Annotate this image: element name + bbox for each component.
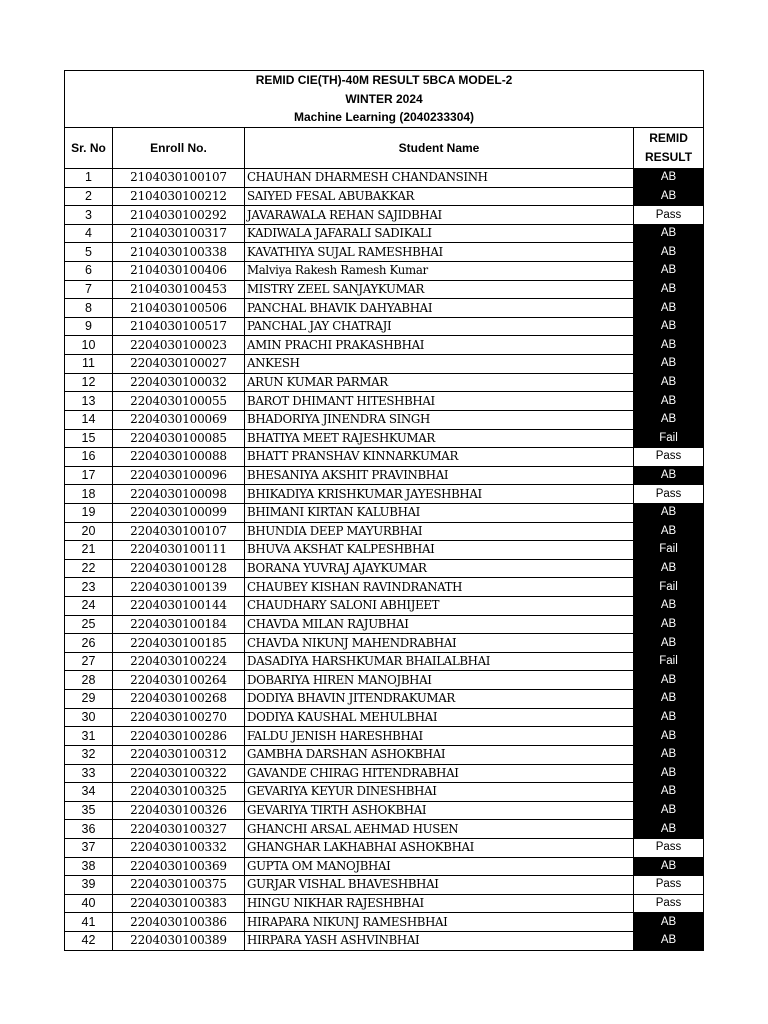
- cell-result: AB: [634, 559, 704, 578]
- cell-enroll-no: 2204030100386: [113, 913, 245, 932]
- cell-sr-no: 17: [65, 466, 113, 485]
- cell-result: AB: [634, 708, 704, 727]
- cell-student-name: ARUN KUMAR PARMAR: [245, 373, 634, 392]
- cell-student-name: GURJAR VISHAL BHAVESHBHAI: [245, 876, 634, 895]
- cell-result: AB: [634, 615, 704, 634]
- cell-sr-no: 21: [65, 541, 113, 560]
- cell-student-name: GEVARIYA KEYUR DINESHBHAI: [245, 783, 634, 802]
- cell-enroll-no: 2204030100023: [113, 336, 245, 355]
- cell-sr-no: 23: [65, 578, 113, 597]
- cell-enroll-no: 2204030100270: [113, 708, 245, 727]
- col-header-name: Student Name: [245, 128, 634, 169]
- cell-enroll-no: 2204030100184: [113, 615, 245, 634]
- table-row: [65, 355, 704, 374]
- cell-student-name: PANCHAL JAY CHATRAJI: [245, 317, 634, 336]
- cell-enroll-no: 2204030100332: [113, 838, 245, 857]
- table-row: [65, 634, 704, 653]
- table-row: [65, 820, 704, 839]
- cell-enroll-no: 2104030100292: [113, 206, 245, 225]
- col-header-result-line2: RESULT: [644, 150, 693, 164]
- table-row: [65, 336, 704, 355]
- cell-enroll-no: 2204030100099: [113, 503, 245, 522]
- cell-sr-no: 26: [65, 634, 113, 653]
- col-header-enroll: Enroll No.: [113, 128, 245, 169]
- cell-student-name: CHAVDA MILAN RAJUBHAI: [245, 615, 634, 634]
- cell-result: AB: [634, 597, 704, 616]
- cell-student-name: AMIN PRACHI PRAKASHBHAI: [245, 336, 634, 355]
- table-row: [65, 541, 704, 560]
- cell-sr-no: 34: [65, 783, 113, 802]
- cell-result: AB: [634, 671, 704, 690]
- cell-enroll-no: 2104030100317: [113, 224, 245, 243]
- cell-sr-no: 20: [65, 522, 113, 541]
- table-row: [65, 299, 704, 318]
- cell-student-name: GUPTA OM MANOJBHAI: [245, 857, 634, 876]
- cell-result: Pass: [634, 894, 704, 913]
- cell-result: AB: [634, 764, 704, 783]
- cell-enroll-no: 2204030100286: [113, 727, 245, 746]
- cell-student-name: FALDU JENISH HARESHBHAI: [245, 727, 634, 746]
- cell-enroll-no: 2204030100264: [113, 671, 245, 690]
- cell-result: AB: [634, 634, 704, 653]
- table-row: [65, 876, 704, 895]
- title-line-3: Machine Learning (2040233304): [293, 110, 475, 125]
- table-row: [65, 485, 704, 504]
- cell-result: AB: [634, 503, 704, 522]
- cell-result: Pass: [634, 485, 704, 504]
- cell-sr-no: 8: [65, 299, 113, 318]
- cell-enroll-no: 2204030100322: [113, 764, 245, 783]
- cell-result: AB: [634, 262, 704, 281]
- cell-student-name: Malviya Rakesh Ramesh Kumar: [245, 262, 634, 281]
- table-row: [65, 801, 704, 820]
- cell-sr-no: 7: [65, 280, 113, 299]
- table-row: [65, 615, 704, 634]
- cell-student-name: KADIWALA JAFARALI SADIKALI: [245, 224, 634, 243]
- cell-result: AB: [634, 931, 704, 950]
- cell-student-name: BORANA YUVRAJ AJAYKUMAR: [245, 559, 634, 578]
- cell-result: AB: [634, 224, 704, 243]
- table-row: [65, 503, 704, 522]
- cell-enroll-no: 2204030100096: [113, 466, 245, 485]
- cell-result: AB: [634, 280, 704, 299]
- cell-enroll-no: 2204030100111: [113, 541, 245, 560]
- cell-sr-no: 10: [65, 336, 113, 355]
- cell-student-name: GAMBHA DARSHAN ASHOKBHAI: [245, 745, 634, 764]
- cell-sr-no: 3: [65, 206, 113, 225]
- cell-enroll-no: 2204030100312: [113, 745, 245, 764]
- cell-result: AB: [634, 522, 704, 541]
- cell-enroll-no: 2204030100389: [113, 931, 245, 950]
- table-row: [65, 466, 704, 485]
- cell-sr-no: 11: [65, 355, 113, 374]
- cell-enroll-no: 2204030100327: [113, 820, 245, 839]
- cell-enroll-no: 2204030100268: [113, 690, 245, 709]
- cell-enroll-no: 2204030100325: [113, 783, 245, 802]
- cell-enroll-no: 2204030100383: [113, 894, 245, 913]
- table-row: [65, 708, 704, 727]
- table-row: [65, 745, 704, 764]
- table-row: [65, 206, 704, 225]
- cell-student-name: CHAUHAN DHARMESH CHANDANSINH: [245, 169, 634, 188]
- cell-result: Pass: [634, 206, 704, 225]
- cell-enroll-no: 2104030100506: [113, 299, 245, 318]
- cell-student-name: CHAVDA NIKUNJ MAHENDRABHAI: [245, 634, 634, 653]
- cell-result: AB: [634, 243, 704, 262]
- cell-enroll-no: 2204030100139: [113, 578, 245, 597]
- cell-student-name: GHANGHAR LAKHABHAI ASHOKBHAI: [245, 838, 634, 857]
- cell-result: AB: [634, 410, 704, 429]
- cell-enroll-no: 2204030100088: [113, 448, 245, 467]
- table-row: [65, 913, 704, 932]
- cell-result: AB: [634, 913, 704, 932]
- cell-sr-no: 33: [65, 764, 113, 783]
- table-row: [65, 262, 704, 281]
- cell-sr-no: 13: [65, 392, 113, 411]
- cell-sr-no: 16: [65, 448, 113, 467]
- cell-result: AB: [634, 820, 704, 839]
- col-header-result-line1: REMID: [649, 131, 688, 145]
- cell-enroll-no: 2104030100338: [113, 243, 245, 262]
- cell-sr-no: 1: [65, 169, 113, 188]
- cell-sr-no: 5: [65, 243, 113, 262]
- cell-result: AB: [634, 169, 704, 188]
- cell-enroll-no: 2204030100144: [113, 597, 245, 616]
- cell-student-name: CHAUBEY KISHAN RAVINDRANATH: [245, 578, 634, 597]
- cell-sr-no: 14: [65, 410, 113, 429]
- cell-sr-no: 19: [65, 503, 113, 522]
- table-row: [65, 857, 704, 876]
- cell-result: AB: [634, 336, 704, 355]
- cell-student-name: BHADORIYA JINENDRA SINGH: [245, 410, 634, 429]
- result-sheet: [64, 70, 703, 951]
- cell-sr-no: 35: [65, 801, 113, 820]
- table-row: [65, 317, 704, 336]
- cell-sr-no: 9: [65, 317, 113, 336]
- cell-result: Fail: [634, 429, 704, 448]
- cell-enroll-no: 2204030100224: [113, 652, 245, 671]
- cell-sr-no: 29: [65, 690, 113, 709]
- table-row: [65, 224, 704, 243]
- cell-student-name: PANCHAL BHAVIK DAHYABHAI: [245, 299, 634, 318]
- cell-student-name: GAVANDE CHIRAG HITENDRABHAI: [245, 764, 634, 783]
- table-row: [65, 243, 704, 262]
- cell-student-name: KAVATHIYA SUJAL RAMESHBHAI: [245, 243, 634, 262]
- cell-enroll-no: 2104030100107: [113, 169, 245, 188]
- cell-sr-no: 25: [65, 615, 113, 634]
- cell-sr-no: 24: [65, 597, 113, 616]
- cell-result: Fail: [634, 652, 704, 671]
- cell-student-name: BAROT DHIMANT HITESHBHAI: [245, 392, 634, 411]
- cell-student-name: BHIMANI KIRTAN KALUBHAI: [245, 503, 634, 522]
- cell-sr-no: 37: [65, 838, 113, 857]
- sheet-title: [65, 71, 704, 128]
- cell-sr-no: 2: [65, 187, 113, 206]
- result-table: [64, 70, 704, 951]
- cell-student-name: GEVARIYA TIRTH ASHOKBHAI: [245, 801, 634, 820]
- cell-enroll-no: 2204030100128: [113, 559, 245, 578]
- cell-result: AB: [634, 690, 704, 709]
- cell-sr-no: 42: [65, 931, 113, 950]
- cell-result: Pass: [634, 838, 704, 857]
- cell-sr-no: 41: [65, 913, 113, 932]
- column-header-row: [65, 128, 704, 169]
- table-row: [65, 187, 704, 206]
- cell-enroll-no: 2204030100107: [113, 522, 245, 541]
- cell-result: AB: [634, 466, 704, 485]
- cell-student-name: GHANCHI ARSAL AEHMAD HUSEN: [245, 820, 634, 839]
- col-header-result: [634, 128, 704, 169]
- cell-sr-no: 12: [65, 373, 113, 392]
- cell-enroll-no: 2104030100453: [113, 280, 245, 299]
- cell-student-name: DODIYA BHAVIN JITENDRAKUMAR: [245, 690, 634, 709]
- cell-enroll-no: 2104030100406: [113, 262, 245, 281]
- cell-sr-no: 28: [65, 671, 113, 690]
- cell-result: AB: [634, 355, 704, 374]
- cell-enroll-no: 2204030100375: [113, 876, 245, 895]
- cell-result: AB: [634, 187, 704, 206]
- cell-enroll-no: 2104030100517: [113, 317, 245, 336]
- title-line-1: REMID CIE(TH)-40M RESULT 5BCA MODEL-2: [255, 73, 513, 88]
- table-row: [65, 169, 704, 188]
- cell-result: Fail: [634, 541, 704, 560]
- cell-result: AB: [634, 727, 704, 746]
- table-row: [65, 373, 704, 392]
- cell-student-name: SAIYED FESAL ABUBAKKAR: [245, 187, 634, 206]
- table-row: [65, 652, 704, 671]
- cell-enroll-no: 2204030100085: [113, 429, 245, 448]
- cell-enroll-no: 2204030100185: [113, 634, 245, 653]
- cell-result: AB: [634, 373, 704, 392]
- table-row: [65, 690, 704, 709]
- cell-sr-no: 30: [65, 708, 113, 727]
- table-row: [65, 838, 704, 857]
- cell-student-name: HIRAPARA NIKUNJ RAMESHBHAI: [245, 913, 634, 932]
- cell-student-name: DOBARIYA HIREN MANOJBHAI: [245, 671, 634, 690]
- table-row: [65, 783, 704, 802]
- cell-student-name: BHUNDIA DEEP MAYURBHAI: [245, 522, 634, 541]
- cell-sr-no: 36: [65, 820, 113, 839]
- table-row: [65, 894, 704, 913]
- cell-student-name: DODIYA KAUSHAL MEHULBHAI: [245, 708, 634, 727]
- cell-student-name: HINGU NIKHAR RAJESHBHAI: [245, 894, 634, 913]
- cell-student-name: HIRPARA YASH ASHVINBHAI: [245, 931, 634, 950]
- cell-student-name: BHUVA AKSHAT KALPESHBHAI: [245, 541, 634, 560]
- cell-enroll-no: 2204030100326: [113, 801, 245, 820]
- cell-student-name: CHAUDHARY SALONI ABHIJEET: [245, 597, 634, 616]
- cell-student-name: BHESANIYA AKSHIT PRAVINBHAI: [245, 466, 634, 485]
- cell-student-name: JAVARAWALA REHAN SAJIDBHAI: [245, 206, 634, 225]
- cell-enroll-no: 2204030100369: [113, 857, 245, 876]
- table-row: [65, 392, 704, 411]
- cell-sr-no: 22: [65, 559, 113, 578]
- cell-enroll-no: 2204030100055: [113, 392, 245, 411]
- table-row: [65, 727, 704, 746]
- table-row: [65, 671, 704, 690]
- cell-result: AB: [634, 745, 704, 764]
- table-row: [65, 522, 704, 541]
- cell-student-name: BHATT PRANSHAV KINNARKUMAR: [245, 448, 634, 467]
- table-row: [65, 410, 704, 429]
- cell-sr-no: 31: [65, 727, 113, 746]
- cell-result: AB: [634, 299, 704, 318]
- cell-student-name: BHIKADIYA KRISHKUMAR JAYESHBHAI: [245, 485, 634, 504]
- cell-result: AB: [634, 783, 704, 802]
- table-row: [65, 448, 704, 467]
- cell-enroll-no: 2204030100027: [113, 355, 245, 374]
- table-row: [65, 280, 704, 299]
- table-row: [65, 764, 704, 783]
- col-header-sr: Sr. No: [65, 128, 113, 169]
- cell-enroll-no: 2204030100098: [113, 485, 245, 504]
- cell-student-name: ANKESH: [245, 355, 634, 374]
- cell-result: AB: [634, 392, 704, 411]
- cell-result: Pass: [634, 876, 704, 895]
- cell-student-name: MISTRY ZEEL SANJAYKUMAR: [245, 280, 634, 299]
- table-row: [65, 429, 704, 448]
- table-row: [65, 597, 704, 616]
- table-row: [65, 931, 704, 950]
- table-row: [65, 559, 704, 578]
- cell-sr-no: 4: [65, 224, 113, 243]
- cell-enroll-no: 2204030100032: [113, 373, 245, 392]
- cell-student-name: BHATIYA MEET RAJESHKUMAR: [245, 429, 634, 448]
- cell-result: AB: [634, 801, 704, 820]
- title-line-2: WINTER 2024: [345, 91, 423, 106]
- cell-sr-no: 15: [65, 429, 113, 448]
- cell-sr-no: 6: [65, 262, 113, 281]
- cell-result: AB: [634, 857, 704, 876]
- cell-sr-no: 18: [65, 485, 113, 504]
- table-row: [65, 578, 704, 597]
- cell-student-name: DASADIYA HARSHKUMAR BHAILALBHAI: [245, 652, 634, 671]
- cell-sr-no: 39: [65, 876, 113, 895]
- cell-sr-no: 40: [65, 894, 113, 913]
- cell-sr-no: 38: [65, 857, 113, 876]
- cell-result: Fail: [634, 578, 704, 597]
- cell-sr-no: 27: [65, 652, 113, 671]
- table-body: [65, 169, 704, 951]
- cell-sr-no: 32: [65, 745, 113, 764]
- cell-enroll-no: 2204030100069: [113, 410, 245, 429]
- cell-result: Pass: [634, 448, 704, 467]
- cell-enroll-no: 2104030100212: [113, 187, 245, 206]
- cell-result: AB: [634, 317, 704, 336]
